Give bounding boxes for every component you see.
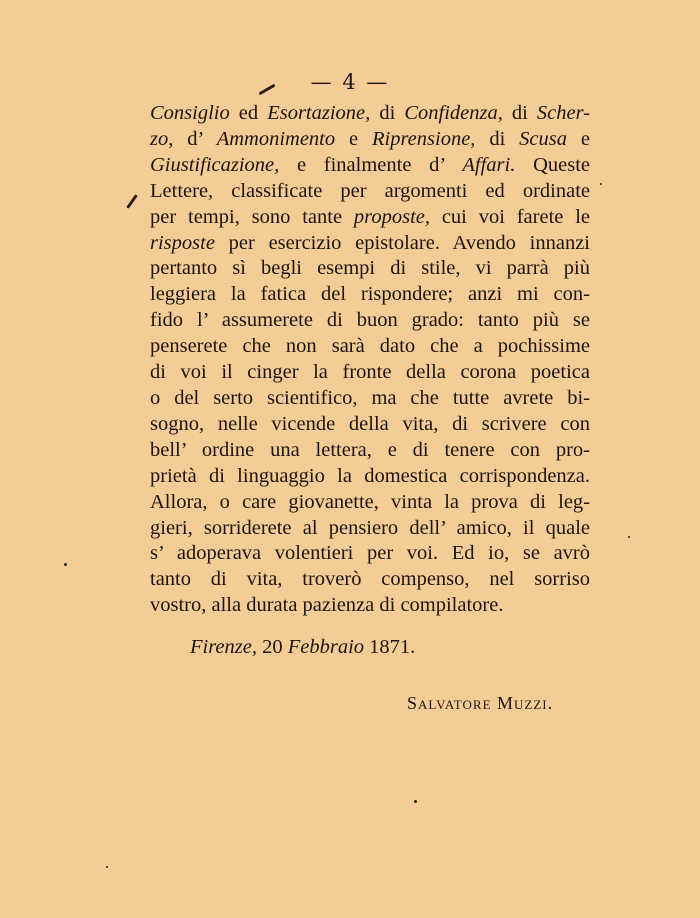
italic-term: Scher- [536, 102, 590, 124]
ink-speck [414, 800, 417, 803]
text-run: sogno, nelle vicende della vita, di scrivere con [150, 412, 590, 435]
text-line [150, 231, 590, 257]
text-run: Allora, o care giovanette, vinta la prova di leg- [150, 490, 590, 513]
text-run: gieri, sorriderete al pensiero dell’ amico, il quale [150, 516, 590, 539]
text-line [150, 308, 590, 334]
text-line [150, 205, 590, 231]
text-line [150, 567, 590, 593]
text-line [150, 282, 590, 308]
text-run: cui voi farete le [430, 205, 590, 228]
page-number: — 4 — [310, 70, 390, 94]
italic-term: zo, [150, 127, 174, 150]
text-run: pertanto sì begli esempi di stile, vi parrà più [150, 257, 590, 280]
text-line [150, 256, 590, 282]
body-text [150, 101, 590, 619]
text-run: Queste [515, 153, 590, 176]
text-line [150, 127, 590, 153]
text-line [150, 412, 590, 438]
italic-term: Confidenza, [404, 102, 503, 124]
text-run: bell’ ordine una lettera, e di tenere con pro- [150, 438, 590, 461]
ink-speck [600, 183, 602, 185]
ink-speck [106, 866, 108, 868]
text-run: prietà di linguaggio la domestica corrispondenza. [150, 464, 590, 487]
text-run: tanto di vita, troverò compenso, nel sorriso [150, 568, 590, 591]
ink-mark [126, 194, 138, 209]
text-run: di voi il cinger la fronte della corona poetica [150, 361, 590, 384]
italic-term: risposte [150, 231, 215, 254]
italic-term: proposte, [353, 205, 430, 228]
ink-speck [64, 563, 67, 566]
dateline [190, 636, 415, 659]
text-run: penserete che non sarà dato che a pochissime [150, 335, 590, 358]
ink-speck [628, 536, 630, 538]
text-run: e finalmente d’ [279, 153, 463, 176]
text-line [150, 464, 590, 490]
text-line [150, 490, 590, 516]
italic-term: Giustificazione, [150, 153, 280, 176]
text-line [150, 153, 590, 179]
text-run: vostro, alla durata pazienza di compilatore. [150, 594, 504, 617]
text-line [150, 593, 590, 619]
text-line [150, 360, 590, 386]
text-line [150, 334, 590, 360]
dateline-italic: Firenze, [190, 636, 257, 658]
dateline-text: 20 [257, 636, 288, 658]
text-run: Lettere, classificate per argomenti ed ordinate [150, 179, 590, 202]
text-run: per esercizio epistolare. Avendo innanzi [214, 231, 590, 254]
text-run: leggiera la fatica del rispondere; anzi mi con- [150, 283, 590, 306]
text-run: ed [229, 102, 268, 124]
dateline-text: 1871. [364, 636, 416, 658]
text-run: o del serto scientifico, ma che tutte avrete bi- [150, 386, 590, 409]
italic-term: Ammonimento [216, 127, 336, 150]
text-run: fido l’ assumerete di buon grado: tanto più se [150, 309, 590, 332]
italic-term: Consiglio [150, 102, 230, 124]
text-run: d’ [173, 127, 217, 150]
text-line [150, 101, 590, 127]
text-run: di [502, 102, 537, 124]
signature: Salvatore Muzzi. [407, 693, 554, 713]
text-line [150, 386, 590, 412]
text-line [150, 516, 590, 542]
text-run: e [566, 127, 590, 150]
italic-term: Riprensione, [372, 127, 476, 150]
italic-term: Esortazione, [267, 102, 371, 124]
italic-term: Affari. [462, 153, 516, 176]
italic-term: Scusa [519, 127, 567, 150]
text-run: s’ adoperava volentieri per voi. Ed io, se avrò [150, 542, 590, 565]
text-run: e [335, 127, 372, 150]
text-run: di [475, 127, 520, 150]
text-line [150, 541, 590, 567]
text-line [150, 179, 590, 205]
text-run: di [370, 102, 405, 124]
dateline-italic: Febbraio [287, 636, 365, 658]
text-run: per tempi, sono tante [150, 205, 354, 228]
text-line [150, 438, 590, 464]
